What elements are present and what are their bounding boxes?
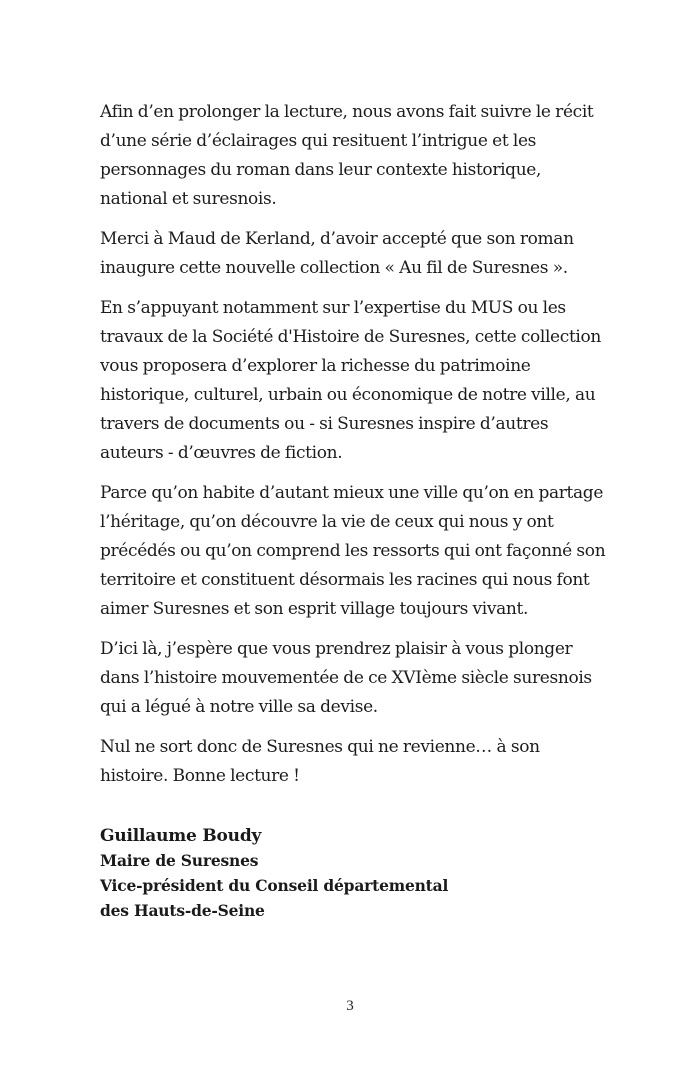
paragraph-thanks: Merci à Maud de Kerland, d’avoir accepté que son roman inaugure cette nouvelle collection « Au fil de Suresnes ». bbox=[100, 229, 574, 278]
signature-title-department: des Hauts-de-Seine bbox=[100, 901, 265, 920]
paragraph-intro: Afin d’en prolonger la lecture, nous avons fait suivre le récit d’une série d’éclairages qui resituent l’intrigue et les personnages du roman dans leur contexte historique, national et suresnois. bbox=[100, 102, 594, 209]
paragraph-closing: Nul ne sort donc de Suresnes qui ne revienne… à son histoire. Bonne lecture ! bbox=[100, 737, 540, 786]
signature-title-vice-president: Vice-président du Conseil départemental bbox=[100, 876, 449, 895]
paragraph-hope: D’ici là, j’espère que vous prendrez plaisir à vous plonger dans l’histoire mouvementée de ce XVIème siècle suresnois qui a légué à notre ville sa devise. bbox=[100, 639, 592, 717]
page-number: 3 bbox=[346, 998, 354, 1014]
signature-block bbox=[100, 824, 610, 923]
signature-title-mayor: Maire de Suresnes bbox=[100, 851, 259, 870]
signature-name: Guillaume Boudy bbox=[100, 826, 262, 846]
paragraph-heritage: Parce qu’on habite d’autant mieux une ville qu’on en partage l’héritage, qu’on découvre la vie de ceux qui nous y ont précédés ou qu’on comprend les ressorts qui ont façonné son territoire et constituent désormais les racines qui nous font aimer Suresnes et son esprit village toujours vivant. bbox=[100, 483, 606, 619]
paragraph-collection: En s’appuyant notamment sur l’expertise du MUS ou les travaux de la Société d'Histoire de Suresnes, cette collection vous proposera d’explorer la richesse du patrimoine historique, culturel, urbain ou économique de notre ville, au travers de documents ou - si Suresnes inspire d’autres auteurs - d’œuvres de fiction. bbox=[100, 298, 601, 463]
page-body bbox=[100, 98, 610, 923]
